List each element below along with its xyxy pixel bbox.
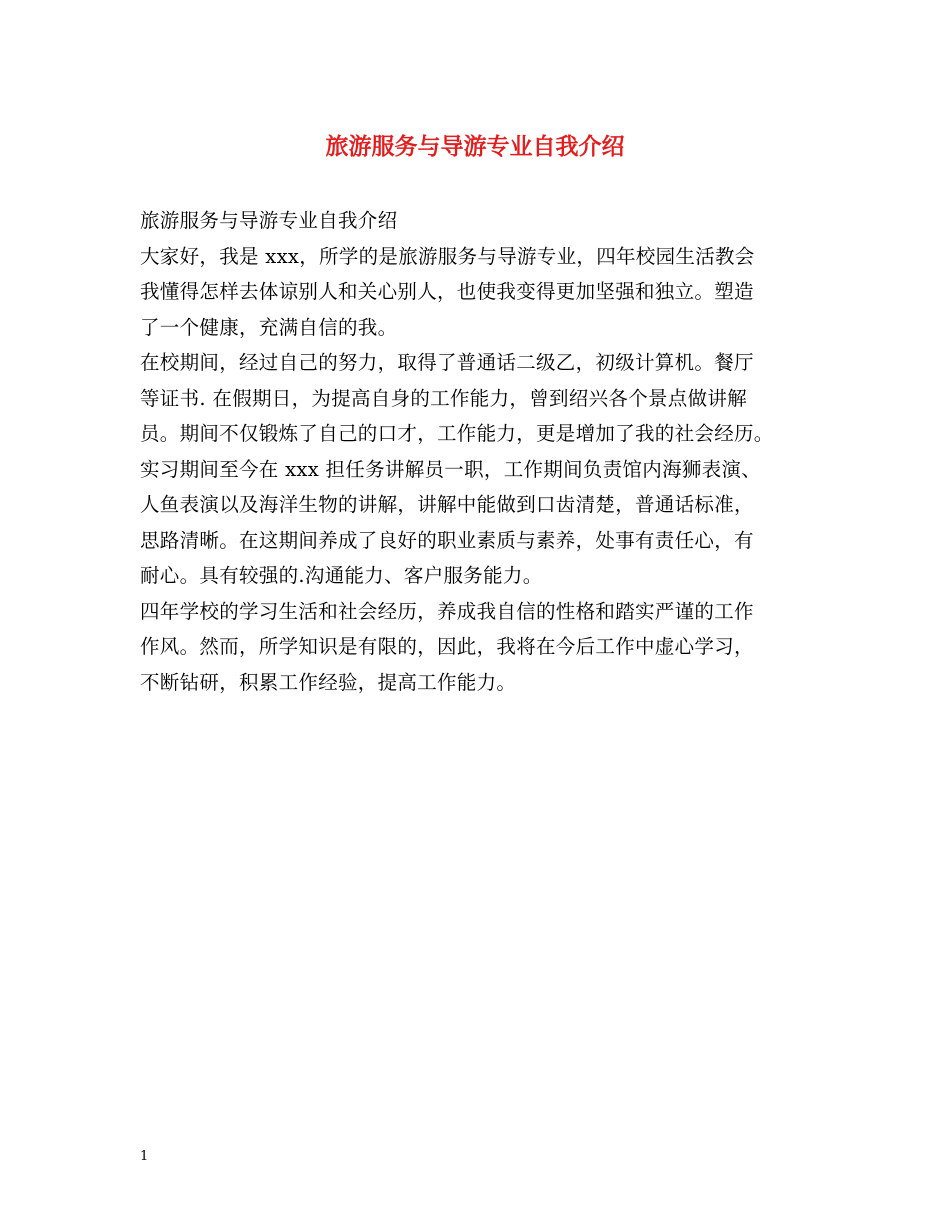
body-line: 作风。然而，所学知识是有限的，因此，我将在今后工作中虚心学习， (140, 635, 754, 658)
body-line: 员。期间不仅锻炼了自己的口才，工作能力，更是增加了我的社会经历。 (140, 422, 774, 445)
document-title: 旅游服务与导游专业自我介绍 (325, 133, 625, 160)
body-line: 耐心。具有较强的.沟通能力、客户服务能力。 (140, 564, 543, 587)
body-line: 在校期间，经过自己的努力，取得了普通话二级乙，初级计算机。餐厅 (140, 351, 754, 374)
body-line: 实习期间至今在 xxx 担任务讲解员一职，工作期间负责馆内海狮表演、 (140, 457, 762, 481)
body-line: 旅游服务与导游专业自我介绍 (140, 209, 398, 232)
body-line: 不断钻研，积累工作经验，提高工作能力。 (140, 670, 517, 694)
body-line: 了一个健康，充满自信的我。 (140, 315, 398, 339)
body-line: 人鱼表演以及海洋生物的讲解，讲解中能做到口齿清楚，普通话标准， (140, 493, 754, 516)
body-line: 等证书. 在假期日，为提高自身的工作能力，曾到绍兴各个景点做讲解 (140, 386, 747, 410)
body-line: 我懂得怎样去体谅别人和关心别人，也使我变得更加坚强和独立。塑造 (140, 280, 754, 303)
page-number: 1 (140, 1149, 149, 1164)
body-line: 思路清晰。在这期间养成了良好的职业素质与素养，处事有责任心，有 (140, 528, 754, 552)
document-body (140, 203, 830, 700)
body-line: 大家好，我是 xxx，所学的是旅游服务与导游专业，四年校园生活教会 (140, 244, 755, 268)
body-line: 四年学校的学习生活和社会经历，养成我自信的性格和踏实严谨的工作 (140, 599, 754, 623)
